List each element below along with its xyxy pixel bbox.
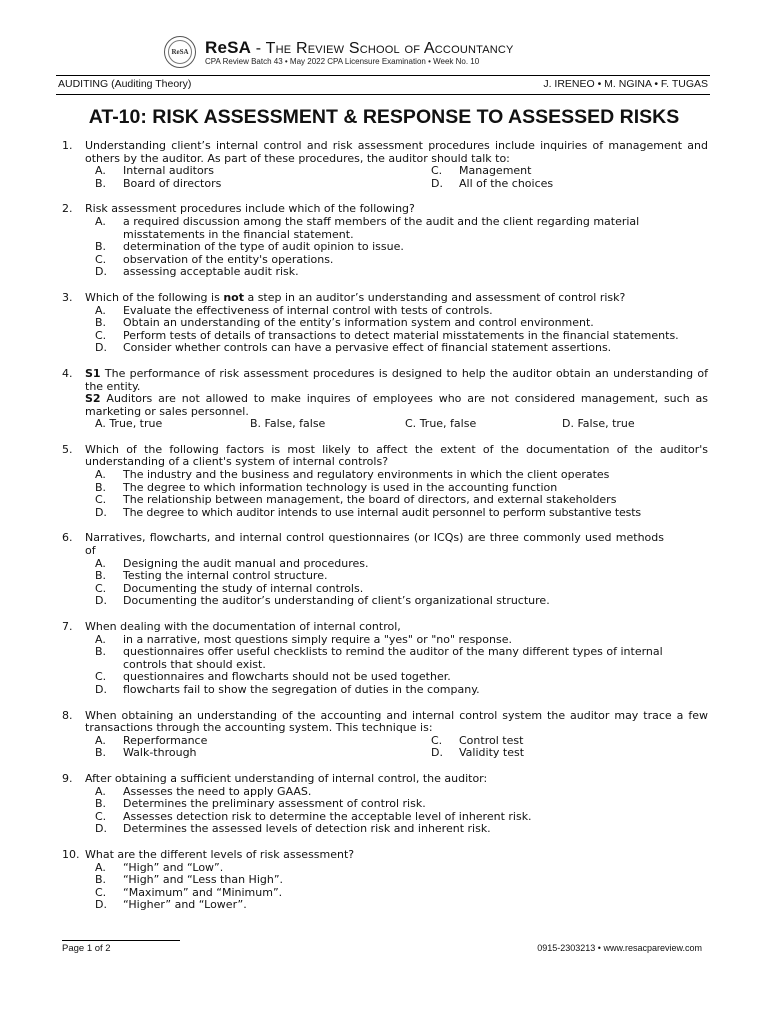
option-a: A. “High” and “Low”.: [95, 860, 224, 874]
question-stem: When obtaining an understanding of the accounting and internal control system the auditor may trace a few transactions through the accounting system. This technique is:: [85, 708, 708, 735]
options: [62, 862, 708, 912]
option-d: D. Documenting the auditor’s understanding of client’s organizational structure.: [95, 594, 550, 608]
option-b: B. Testing the internal control structure.: [95, 569, 328, 583]
option-a: A. The industry and the business and regulatory environments in which the client operates: [95, 468, 610, 482]
options: [62, 305, 708, 355]
option-b: B. Determines the preliminary assessment of control risk.: [95, 797, 426, 811]
options: [62, 558, 708, 608]
option-b: B. “High” and “Less than High”.: [95, 873, 284, 887]
option-c: C. questionnaires and flowcharts should not be used together.: [95, 670, 451, 684]
options: [62, 418, 708, 431]
option-b: B. questionnaires offer useful checklists to remind the auditor of the many different types of internal controls that should exist.: [95, 645, 663, 671]
question-number: 10.: [62, 847, 80, 861]
option-b: B. False, false: [250, 417, 326, 431]
option-c: C. The relationship between management, the board of directors, and external stakeholders: [95, 493, 617, 507]
option-d: D. flowcharts fail to show the segregation of duties in the company.: [95, 682, 480, 696]
page-number: Page 1 of 2: [62, 943, 111, 954]
option-a: A. in a narrative, most questions simply require a "yes" or "no" response.: [95, 632, 512, 646]
question-5: [62, 444, 708, 520]
question-3: 3. Which of the following is not a step in an auditor’s understanding and assessment of control risk? A. Evaluate the effectiveness of internal control with tests of controls. B. Obtain an understanding of the entity’s information system and control environment. C. Perform tests of details of transactions to detect material misstatements in the financial statements. D. Consider whether controls can have a pervasive effect of financial statement assertions.: [62, 292, 708, 355]
options: [62, 634, 708, 697]
statement-2-text: Auditors are not allowed to make inquires of employees who are not considered management, such as marketing or sales personnel.: [85, 392, 708, 418]
question-stem: After obtaining a sufficient understanding of internal control, the auditor:: [85, 771, 488, 785]
school-brand: ReSA: [205, 38, 252, 57]
question-number: 6.: [62, 531, 73, 545]
option-b: B. determination of the type of audit opinion to issue.: [95, 240, 404, 254]
option-c: C. Control test: [431, 733, 524, 747]
question-number: 8.: [62, 708, 73, 722]
option-c: C. observation of the entity's operations.: [95, 252, 334, 266]
option-a: A. True, true: [95, 417, 163, 431]
question-number: 5.: [62, 442, 73, 456]
question-9: [62, 773, 708, 836]
option-d: D. Consider whether controls can have a pervasive effect of financial statement assertions.: [95, 341, 612, 355]
option-a: A. Evaluate the effectiveness of internal control with tests of controls.: [95, 303, 493, 317]
question-number: 4.: [62, 366, 73, 380]
option-d: D. The degree to which auditor intends to use internal audit personnel to perform substantive tests: [95, 505, 641, 519]
option-b: B. Obtain an understanding of the entity’s information system and control environment.: [95, 316, 594, 330]
question-stem: What are the different levels of risk assessment?: [85, 847, 355, 861]
school-full-name: - The Review School of Accountancy: [251, 40, 514, 57]
question-2: [62, 203, 708, 279]
school-name: [205, 38, 514, 58]
option-d: D. False, true: [562, 417, 635, 431]
option-a: A. a required discussion among the staff members of the audit and the client regarding material misstatements in the financial statement.: [95, 214, 640, 241]
question-number: 3.: [62, 290, 73, 304]
resa-logo-text: ReSA: [168, 40, 192, 64]
option-a: A. Reperformance: [95, 733, 208, 747]
statement-1-text: The performance of risk assessment procedures is designed to help the auditor obtain an understanding of the entity.: [85, 366, 708, 393]
statement-1-label: S1: [85, 366, 101, 380]
question-stem: Risk assessment procedures include which of the following?: [85, 202, 415, 216]
option-b: B. Walk-through: [95, 746, 197, 760]
question-stem: Narratives, flowcharts, and internal control questionnaires (or ICQs) are three commonly used methods of: [85, 531, 664, 558]
options: [62, 216, 708, 279]
question-7: [62, 621, 708, 697]
question-number: 7.: [62, 620, 73, 633]
page-title: AT-10: RISK ASSESSMENT & RESPONSE TO ASSESSED RISKS: [88, 106, 680, 128]
option-c: C. Management: [431, 164, 532, 178]
options: [62, 165, 708, 190]
option-d: D. Determines the assessed levels of detection risk and inherent risk.: [95, 822, 491, 836]
question-number: 2.: [62, 202, 73, 216]
option-a: A. Assesses the need to apply GAAS.: [95, 784, 312, 798]
contact-info: 0915-2303213 • www.resacpareview.com: [537, 943, 702, 953]
emphasis-not: not: [223, 290, 244, 304]
question-number: 1.: [62, 139, 73, 152]
question-stem: When dealing with the documentation of internal control,: [85, 620, 401, 633]
statement-2-label: S2: [85, 392, 101, 406]
option-d: D. assessing acceptable audit risk.: [95, 265, 299, 279]
options: [62, 469, 708, 519]
option-b: B. Board of directors: [95, 176, 222, 190]
question-8: [62, 710, 708, 760]
option-d: D. “Higher” and “Lower”.: [95, 898, 247, 912]
question-stem: Which of the following is: [85, 290, 224, 304]
subject-label: AUDITING (Auditing Theory): [58, 78, 192, 90]
document-header: [0, 36, 768, 76]
option-a: A. Designing the audit manual and procedures.: [95, 556, 369, 570]
option-d: D. Validity test: [431, 746, 525, 760]
question-1: [62, 140, 708, 190]
question-stem: Understanding client’s internal control and risk assessment procedures include inquiries of management and others by the auditor. As part of these procedures, the auditor should talk to:: [85, 139, 708, 165]
option-b: B. The degree to which information technology is used in the accounting function: [95, 480, 558, 494]
option-c: C. “Maximum” and “Minimum”.: [95, 885, 283, 899]
option-c: C. True, false: [405, 417, 477, 431]
review-batch-info: CPA Review Batch 43 • May 2022 CPA Licensure Examination • Week No. 10: [205, 57, 480, 66]
option-d: D. All of the choices: [431, 176, 554, 190]
questions-list: [62, 140, 708, 925]
option-c: C. Assesses detection risk to determine the acceptable level of inherent risk.: [95, 809, 532, 823]
subject-bar: [56, 75, 710, 95]
authors-label: J. IRENEO • M. NGINA • F. TUGAS: [543, 78, 708, 90]
question-stem: Which of the following factors is most likely to affect the extent of the documentation of the auditor's understanding of a client's system of internal controls?: [85, 442, 708, 469]
option-c: C. Documenting the study of internal controls.: [95, 581, 364, 595]
option-a: A. Internal auditors: [95, 164, 214, 178]
options: [62, 735, 708, 760]
question-number: 9.: [62, 771, 73, 785]
option-c: C. Perform tests of details of transactions to detect material misstatements in the financial statements.: [95, 328, 679, 342]
footer-divider: [62, 940, 180, 941]
resa-logo: [164, 36, 196, 68]
question-6: [62, 532, 708, 608]
options: [62, 786, 708, 836]
question-4: [62, 368, 708, 431]
question-10: [62, 849, 708, 912]
